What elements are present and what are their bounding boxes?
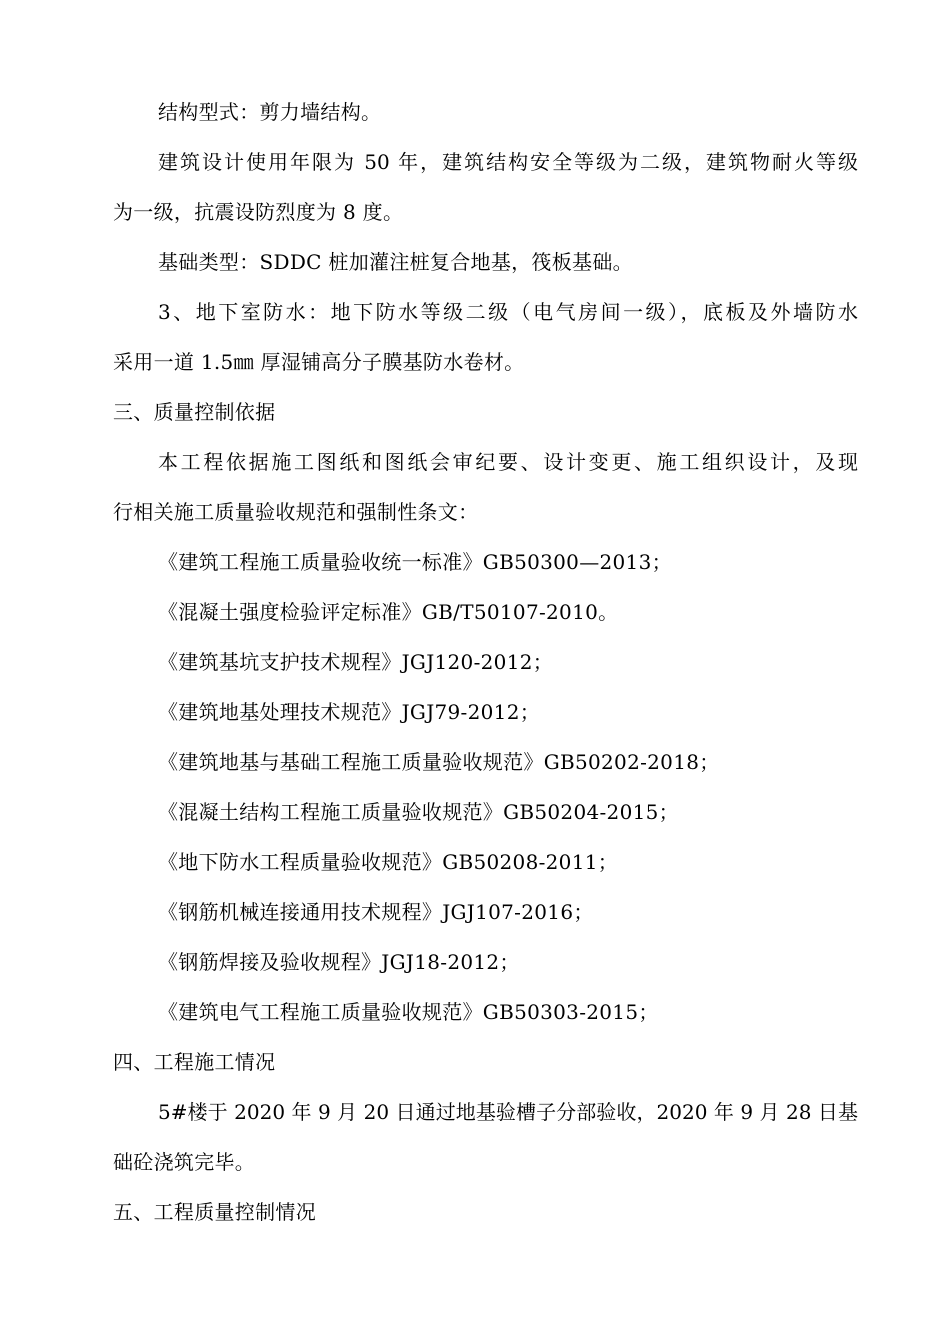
construction-text-line1: 5#楼于 2020 年 9 月 20 日通过地基验槽子分部验收，2020 年 9 月 28 日基 [158,1100,858,1124]
standard-item: 《建筑地基处理技术规范》JGJ79-2012； [158,700,541,724]
design-life-text-line2: 为一级，抗震设防烈度为 8 度。 [113,200,404,224]
standard-item: 《建筑电气工程施工质量验收规范》GB50303-2015； [158,1000,659,1024]
standard-item: 《建筑基坑支护技术规程》JGJ120-2012； [158,650,554,674]
standard-item: 《建筑工程施工质量验收统一标准》GB50300—2013； [158,550,672,574]
waterproof-text-line1: 3、地下室防水：地下防水等级二级（电气房间一级），底板及外墙防水 [158,300,858,324]
section-4-heading: 四、工程施工情况 [113,1050,276,1074]
structure-form-text: 结构型式：剪力墙结构。 [158,100,382,124]
standard-item: 《混凝土强度检验评定标准》GB/T50107-2010。 [158,600,619,624]
construction-text-line2: 础砼浇筑完毕。 [113,1150,256,1174]
basis-text-line1: 本工程依据施工图纸和图纸会审纪要、设计变更、施工组织设计，及现 [158,450,858,474]
foundation-type-text: 基础类型：SDDC 桩加灌注桩复合地基，筏板基础。 [158,250,633,274]
basis-text-line2: 行相关施工质量验收规范和强制性条文： [113,500,479,524]
section-3-heading: 三、质量控制依据 [113,400,276,424]
standard-item: 《混凝土结构工程施工质量验收规范》GB50204-2015； [158,800,679,824]
standard-item: 《钢筋机械连接通用技术规程》JGJ107-2016； [158,900,594,924]
design-life-text-line1: 建筑设计使用年限为 50 年，建筑结构安全等级为二级，建筑物耐火等级 [158,150,858,174]
standard-item: 《地下防水工程质量验收规范》GB50208-2011； [158,850,619,874]
standard-item: 《钢筋焊接及验收规程》JGJ18-2012； [158,950,520,974]
standard-item: 《建筑地基与基础工程施工质量验收规范》GB50202-2018； [158,750,720,774]
waterproof-text-line2: 采用一道 1.5㎜ 厚湿铺高分子膜基防水卷材。 [113,350,525,374]
section-5-heading: 五、工程质量控制情况 [113,1200,316,1224]
